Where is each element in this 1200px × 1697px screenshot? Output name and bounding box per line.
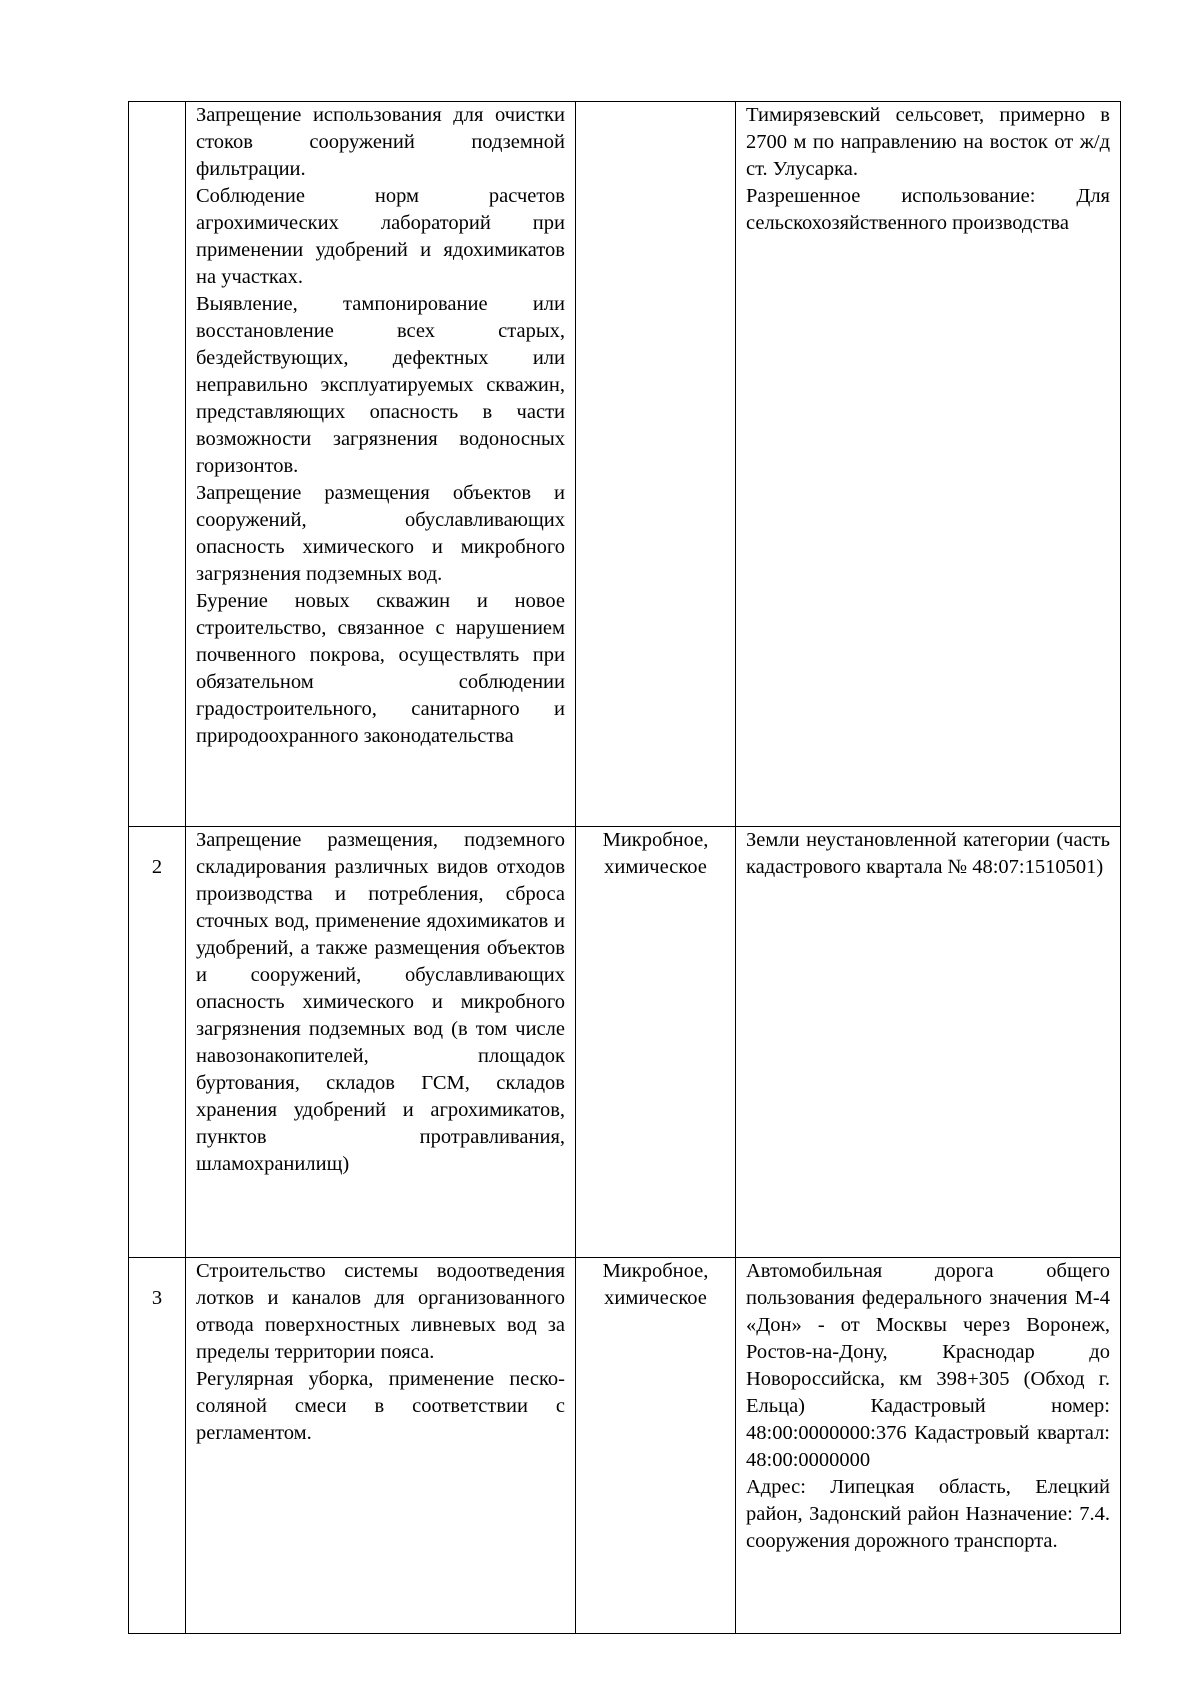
measure-paragraph: Выявление, тампонирование или восстановление всех старых, бездействующих, дефектных или неправильно эксплуатируемых скважин, представляющих опасность в части возможности загрязнения водоносных горизонтов. [196,293,565,477]
pollution-type-cell: Микробное, химическое [576,827,736,1258]
location-paragraph: Земли неустановленной категории (часть кадастрового квартала № 48:07:1510501) [746,829,1110,878]
location-paragraph: Автомобильная дорога общего пользования федерального значения М-4 «Дон» - от Москвы через Воронеж, Ростов-на-Дону, Краснодар до Новороссийска, км 398+305 (Обход г. Ельца) Кадастровый номер: 48:00:0000000:376 Кадастровый квартал: 48:00:0000000 [746,1260,1110,1471]
row-number-cell: 3 [129,1258,186,1634]
pollution-type-cell [576,102,736,827]
location-cell [736,827,1121,1258]
measure-paragraph: Запрещение размещения объектов и сооружений, обуславливающих опасность химического и микробного загрязнения подземных вод. [196,482,565,585]
location-cell [736,1258,1121,1634]
measure-paragraph: Строительство системы водоотведения лотков и каналов для организованного отвода поверхностных ливневых вод за пределы территории пояса. [196,1260,565,1363]
measure-paragraph: Бурение новых скважин и новое строительство, связанное с нарушением почвенного покрова, осуществлять при обязательном соблюдении градостроительного, санитарного и природоохранного законодательства [196,590,565,747]
location-paragraph: Разрешенное использование: Для сельскохозяйственного производства [746,185,1110,234]
table-row [129,1258,1121,1634]
measure-paragraph: Регулярная уборка, применение песко-соляной смеси в соответствии с регламентом. [196,1368,565,1444]
measure-paragraph: Запрещение размещения, подземного складирования различных видов отходов производства и потребления, сброса сточных вод, применение ядохимикатов и удобрений, а также размещения объектов и сооружений, обуславливающих опасность химического и микробного загрязнения подземных вод (в том числе навозонакопителей, площадок буртования, складов ГСМ, складов хранения удобрений и агрохимикатов, пунктов протравливания, шламохранилищ) [196,829,565,1175]
table-row [129,102,1121,827]
measures-cell [186,102,576,827]
location-paragraph: Адрес: Липецкая область, Елецкий район, Задонский район Назначение: 7.4. сооружения дорожного транспорта. [746,1476,1110,1552]
measures-cell [186,1258,576,1634]
location-paragraph: Тимирязевский сельсовет, примерно в 2700 м по направлению на восток от ж/д ст. Улусарка. [746,104,1110,180]
pollution-type-cell: Микробное, химическое [576,1258,736,1634]
protection-zone-table [128,101,1121,1634]
measure-paragraph: Соблюдение норм расчетов агрохимических лабораторий при применении удобрений и ядохимикатов на участках. [196,185,565,288]
table-row [129,827,1121,1258]
location-cell [736,102,1121,827]
row-number-cell: 2 [129,827,186,1258]
measure-paragraph: Запрещение использования для очистки стоков сооружений подземной фильтрации. [196,104,565,180]
row-number-cell [129,102,186,827]
measures-cell [186,827,576,1258]
